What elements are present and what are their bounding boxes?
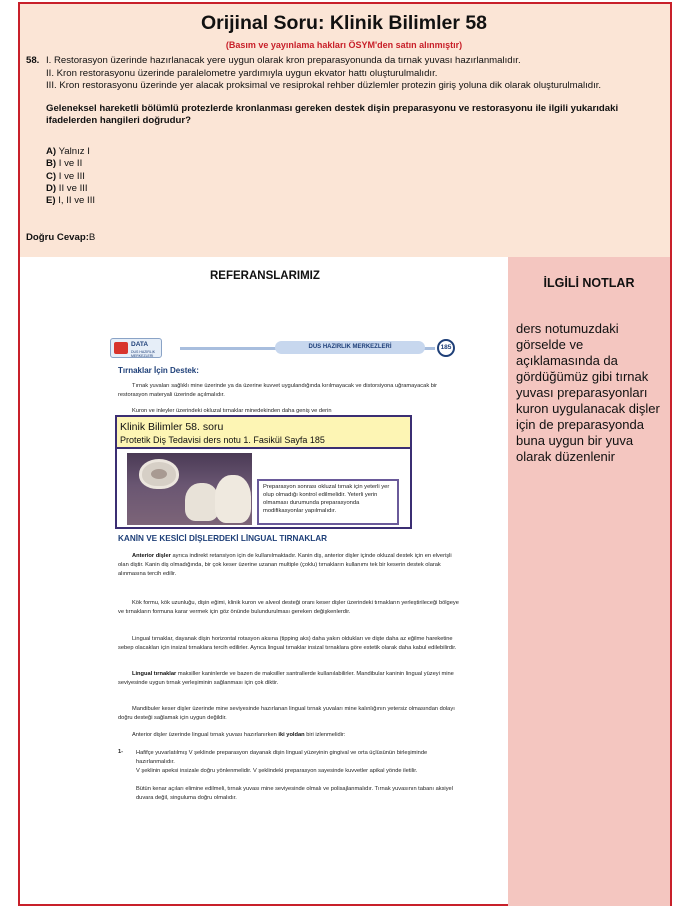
logo-text: DATA [131,341,149,348]
option-text: I ve II [56,158,83,170]
clinical-photo [127,453,252,525]
bold-term: Lingual tırnaklar [132,671,177,677]
paragraph-text: ayrıca indirekt retansiyon için de kullanılmaktadır. Kanin diş, anterior dişler içinde okluzal destek için en elverişli olan diştir. Kanin diş olmadığında, bir çok keser üzerine uzanan multiple (çoklu) tırnakların kullanımı tek bir keserin destek olarak alınmasına tercih edilir. [118,553,452,577]
option-a [46,146,662,158]
photo-callout: Preparasyon sonrası okluzal tırnak için yeterli yer olup olmadığı kontrol edilmelidir. Yeterli yerin olmaması durumunda preparasyonda modifikasyonlar yapılmalıdır. [257,479,399,525]
option-c [46,171,662,183]
book-header [110,338,455,362]
page-title: Orijinal Soru: Klinik Bilimler 58 [200,12,488,34]
answer-options [46,146,662,207]
list-item: Hafifçe yuvarlatılmış V şeklinde preparasyon dayanak dişin lingual yüzeyinin gingival ve orta üçlüsünün birleşiminde hazırlanmalıdır. [136,750,428,765]
option-text: II ve III [56,182,88,194]
option-d [46,183,662,195]
paragraph: Lingual tırnaklar, dayanak dişin horizontal rotasyon aksına (tipping aks) daha yakın oldukları ve dişte daha az eğilme hareketine sebep olacakları için insizal tırnaklara tercih edilirler. Ayrıca lingual tırnaklar insizal tırnaklara göre estetik olarak daha kabul edilebilirdir. [118,636,457,651]
option-text: I, II ve III [55,195,96,207]
copyright-note: (Basım ve yayınlama hakları ÖSYM'den satın alınmıştır) [225,40,463,50]
option-text: Yalnız I [56,145,90,157]
correct-answer [26,232,95,243]
references-heading: REFERANSLARIMIZ [210,270,320,282]
rest-seat-icon [151,469,167,479]
option-text: I ve III [56,170,85,182]
reference-box-title: Klinik Bilimler 58. soru [120,421,224,433]
reference-box-header [117,417,410,449]
notes-panel [508,257,670,906]
paragraph [118,731,463,740]
statement-2: II. Kron restorasyonu üzerinde paralelometre yardımıyla uygun ekvator hattı oluşturulmalıdır. [46,67,438,79]
notes-text: ders notumuzdaki görselde ve açıklamasında da gördüğümüz gibi tırnak yuvası preparasyonları kuron uygulanacak dişler için de preparasyonda buna uygun bir yuva olarak düzenlenir [516,321,660,464]
option-letter: E) [46,195,56,207]
option-letter: C) [46,170,57,182]
notes-heading: İLGİLİ NOTLAR [543,276,635,290]
logo-mark-icon [114,342,128,354]
bold-term: Anterior dişler [132,553,171,559]
option-letter: D) [46,182,57,194]
option-e [46,195,662,207]
paragraph [118,552,463,578]
tooth-icon [185,483,219,521]
tooth-icon [215,475,251,523]
list-number: 1- [118,749,124,755]
page-frame [18,2,672,906]
option-b [46,158,662,170]
paragraph-text: Anterior dişler üzerinde lingual tırnak yuvası hazırlanırken [132,732,279,738]
book-page-number: 185 [437,339,455,357]
paragraph: Mandibuler keser dişler üzerinde mine seviyesinde hazırlanan lingual tırnak yuvaları mine kalınlığının yetersiz olmasından dolayı doğru desteği sağlamak için uygun değildir. [118,706,455,721]
header-tab: DUS HAZIRLIK MERKEZLERİ [275,341,425,354]
answer-value: B [88,232,96,243]
paragraph-text: maksiller kaninlerde ve bazen de maksiller santrallerde kullanılabilirler. Mandibular kaninin lingual yüzeyi mine seviyesinde uygun tırnak yerleşiminin sağlanması için çok diktir. [118,671,454,686]
list-item: V şeklinin apeksi insizale doğru yönlenmelidir. V şeklindeki preparasyon sayesinde kuvvetler apikal yönde iletilir. [136,768,418,774]
logo-subtext: DUS HAZIRLIK MERKEZLERİ [131,350,156,358]
reference-highlight-box [115,415,412,529]
question-statements [46,55,662,93]
question-stem: Geleneksel hareketli bölümlü protezlerde kronlanması gereken destek dişin preparasyonu ve restorasyonu ile ilgili yukarıdaki ifadelerden hangileri doğrudur? [46,102,619,127]
question-number: 58. [26,55,40,66]
question-block [26,55,662,93]
paragraph-text: biri izlenmelidir: [304,732,346,738]
section-title-tirnaklar: Tırnaklar İçin Destek: [118,366,199,375]
reference-box-source: Protetik Diş Tedavisi ders notu 1. Fasikül Sayfa 185 [120,435,325,445]
paragraph: Tırnak yuvaları sağlıklı mine üzerinde ya da üzerine kuvvet uygulandığında kırılmayacak ve distorsiyona uğramayacak bir restorasyon materyali üzerinde açılmalıdır. [118,383,438,398]
statement-1: I. Restorasyon üzerinde hazırlanacak yere uygun olarak kron preparasyonunda da tırnak yuvası hazırlanmalıdır. [46,55,521,66]
tooth-occlusal-icon [139,459,179,489]
option-letter: A) [46,145,57,157]
option-letter: B) [46,158,57,170]
bold-term: iki yoldan [278,732,305,738]
section-title-lingual: KANİN VE KESİCİ DİŞLERDEKİ LİNGUAL TIRNAKLAR [118,534,328,543]
question-panel [20,4,670,257]
statement-3: III. Kron restorasyonu üzerinde yer alacak proksimal ve resiprokal rehber düzlemler protezin giriş yoluna dik olarak oluşturulmalıdır. [46,80,602,92]
paragraph: Kök formu, kök uzunluğu, dişin eğimi, klinik kuron ve alveol desteği oranı keser dişler üzerindeki tırnakların yerleştirileceği bölgeye ve tırnakların formuna karar vermek için göz önünde bulundurulması gereken değişkenlerdir. [118,600,459,615]
answer-label: Doğru Cevap: [26,232,89,243]
publisher-logo [110,338,162,358]
paragraph [118,670,463,688]
list-item: Bütün kenar açıları elimine edilmeli, tırnak yuvası mine seviyesinde olmalı ve polisajlanmalıdır. Tırnak yuvasının tabanı aksiyel duvara değil, singuluma doğru olmalıdır. [136,786,453,801]
paragraph: Kuron ve inleyler üzerindeki okluzal tırnaklar minedekinden daha geniş ve derin [132,408,332,414]
